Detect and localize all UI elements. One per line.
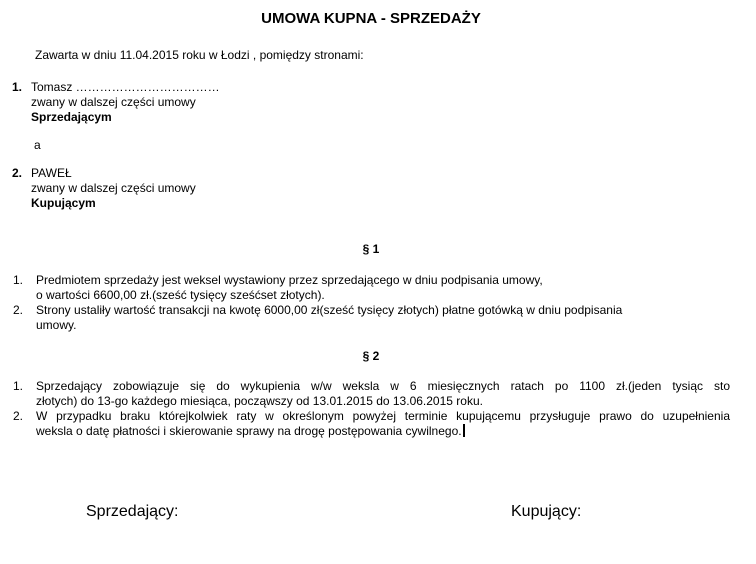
party2-description: zwany w dalszej części umowy — [31, 181, 196, 195]
seller-signature-label: Sprzedający: — [86, 503, 179, 520]
section2-item2 — [36, 409, 730, 439]
party2-role: Kupującym — [31, 196, 96, 210]
section2-item2-number: 2. — [13, 409, 24, 423]
section1-item2-number: 2. — [13, 303, 24, 317]
document-title: UMOWA KUPNA - SPRZEDAŻY — [261, 10, 481, 27]
party1-number: 1. — [12, 80, 23, 94]
intro-line: Zawarta w dniu 11.04.2015 roku w Łodzi , pomiędzy stronami: — [35, 48, 364, 62]
section2-heading: § 2 — [362, 349, 380, 363]
section1-item2-line2: umowy. — [36, 318, 77, 332]
buyer-signature-label: Kupujący: — [511, 503, 582, 520]
party2-number: 2. — [12, 166, 23, 180]
section2-item2-line2-wrap[interactable] — [36, 424, 730, 439]
section2-item1-line2: złotych) do 13-go każdego miesiąca, począwszy od 13.01.2015 do 13.06.2015 roku. — [36, 394, 483, 408]
section1-item1-number: 1. — [13, 273, 24, 287]
section1-heading: § 1 — [362, 242, 380, 256]
and-word: a — [34, 138, 41, 152]
section2-item1 — [36, 379, 730, 409]
section1-item1-line2: o wartości 6600,00 zł.(sześć tysięcy sześćset złotych). — [36, 288, 325, 302]
section1-item1-line1: Predmiotem sprzedaży jest weksel wystawiony przez sprzedającego w dniu podpisania umowy, — [36, 273, 543, 287]
section2-item2-line1: W przypadku braku którejkolwiek raty w określonym powyżej terminie kupującemu przysługuje prawo do uzupełnienia — [36, 409, 730, 423]
text-cursor — [463, 424, 465, 437]
party1-name: Tomasz ……………………………… — [31, 80, 220, 94]
section1-item2 — [36, 303, 730, 333]
party1-description: zwany w dalszej części umowy — [31, 95, 196, 109]
party2-name: PAWEŁ — [31, 166, 72, 180]
party1-role: Sprzedającym — [31, 110, 112, 124]
section2-item2-line2: weksla o datę płatności i skierowanie sprawy na drogę postępowania cywilnego. — [36, 424, 462, 438]
section1-item1 — [36, 273, 730, 303]
section1-item2-line1: Strony ustaliły wartość transakcji na kwotę 6000,00 zł(sześć tysięcy złotych) płatne gotówką w dniu podpisania — [36, 303, 623, 317]
section2-item1-line1: Sprzedający zobowiązuje się do wykupienia w/w weksla w 6 miesięcznych ratach po 1100 zł.(jeden tysiąc sto — [36, 379, 730, 393]
section2-item1-number: 1. — [13, 379, 24, 393]
